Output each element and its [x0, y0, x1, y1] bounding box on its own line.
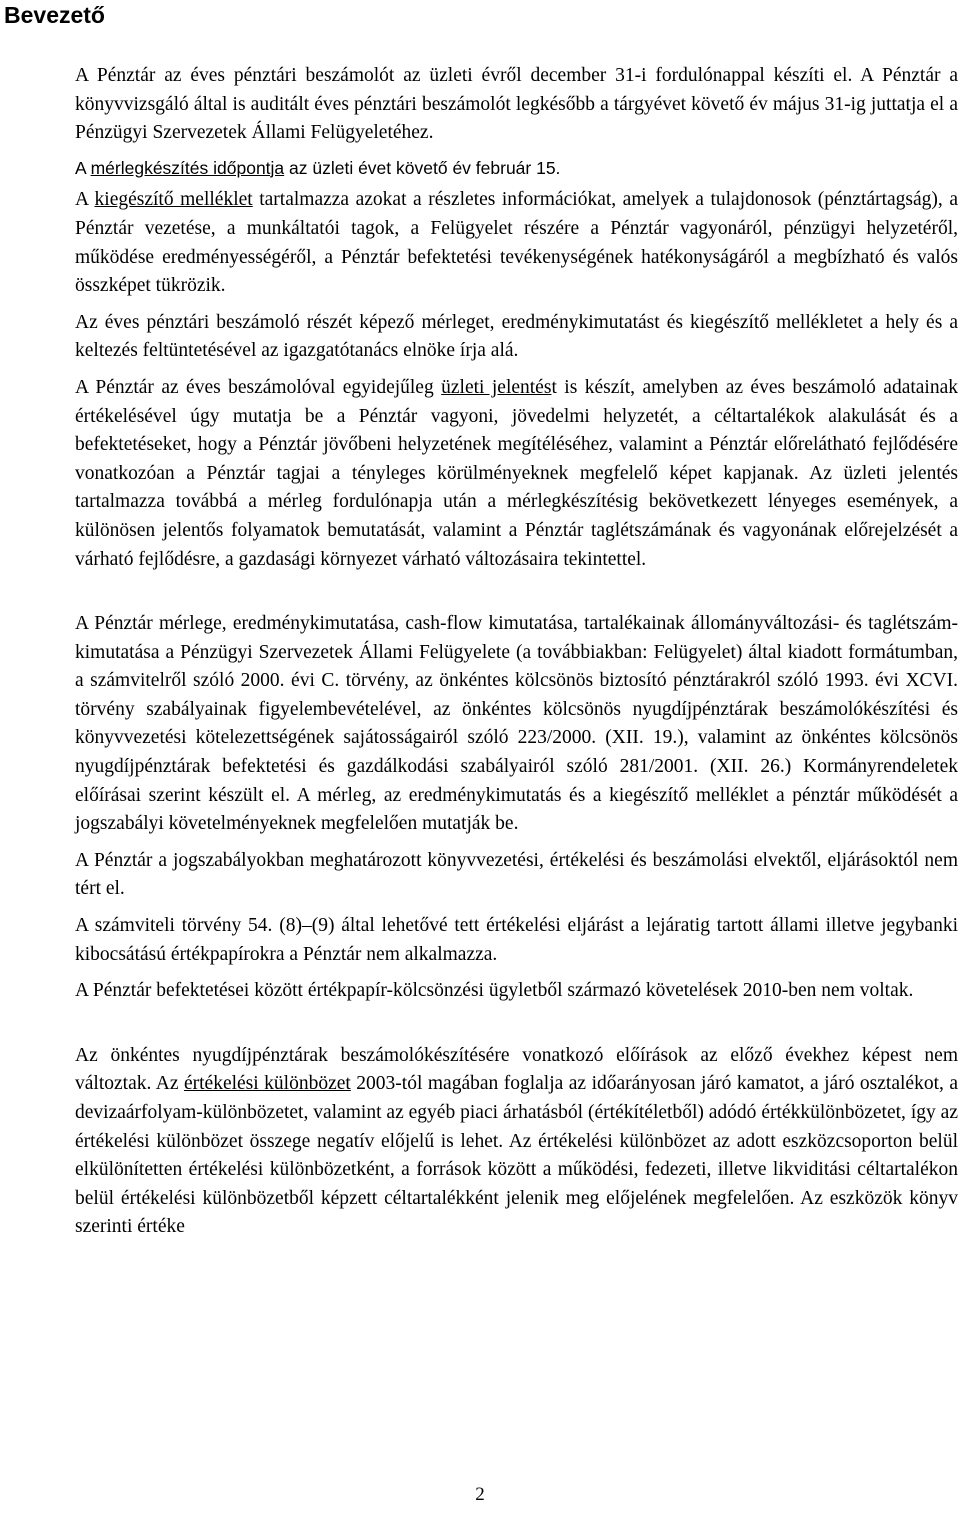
paragraph-principles: A Pénztár a jogszabályokban meghatározott könyvvezetési, értékelési és beszámolási elvektől, eljárásoktól nem tért el.: [75, 849, 958, 900]
page-number: 2: [475, 1484, 485, 1505]
paragraph-signature: Az éves pénztári beszámoló részét képező mérleget, eredménykimutatást és kiegészítő mellékletet a hely és a keltezés feltüntetésével az igazgatótanács elnöke írja alá.: [75, 311, 958, 362]
text: A: [75, 157, 91, 178]
paragraph-supplement: [75, 186, 958, 300]
text: Az önkéntes nyugdíjpénztárak beszámolókészítésére vonatkozó előírások az előző évekhez képest nem változtak. Az: [75, 1044, 958, 1095]
text: 2003-tól magában foglalja az időarányosan járó kamatot, a járó osztalékot, a devizaárfolyam-különbözetet, valamint az egyéb piaci árhatásból (értékítéletből) adódó értékkülönbözetet, így az értékelési különbözet összege negatív előjelű is lehet. Az értékelési különbözet az adott eszközcsoporton belül elkülönítetten értékelési különbözetként, a források között a működési, fedezeti, illetve likviditási céltartalékon belül értékelési különbözetből képzett céltartalékként jelenik meg előjelének megfelelően. Az eszközök könyv szerinti értéke: [75, 1073, 959, 1238]
section-heading: Bevezető: [4, 2, 105, 28]
paragraph-balance-date: [75, 154, 958, 183]
text: A Pénztár az éves beszámolóval egyidejűleg: [75, 376, 442, 398]
paragraph-valuation-difference: [75, 1042, 958, 1242]
underlined-term: kiegészítő melléklet: [94, 189, 253, 211]
paragraph-intro: A Pénztár az éves pénztári beszámolót az üzleti évről december 31-i fordulónappal készíti el. A Pénztár a könyvvizsgáló által is auditált éves pénztári beszámolót legkésőbb a tárgyévet követő év május 31-ig juttatja el a Pénzügyi Szervezetek Állami Felügyeletéhez.: [75, 65, 958, 144]
paragraph-securities-lending: A Pénztár befektetései között értékpapír-kölcsönzési ügyletből származó követelések 2010-ben nem voltak.: [75, 980, 914, 1002]
underlined-term: értékelési különbözet: [183, 1073, 351, 1095]
text: tartalmazza azokat a részletes információkat, amelyek a tulajdonosok (pénztártagság), a Pénztár vezetése, a munkáltatói tagok, a Felügyelet részére a Pénztár vagyonáról, pénzügyi helyzetéről, működése eredményességéről, a Pénztár befektetési tevékenységének hatékonyságáról a megbízható és valós összképet tükrözik.: [75, 189, 958, 297]
text: t is készít, amelyben az éves beszámoló adatainak értékelésével úgy mutatja be a Pénztár vagyoni, jövedelmi helyzetét, a céltartalékok alakulását és a befektetéseket, hogy a Pénztár jövőbeni helyzetének megítéléséhez, valamint a Pénztár előrelátható fejlődésére vonatkozóan a Pénztár tagjai a tényleges körülményeknek megfelelő képet kapjanak. Az üzleti jelentés tartalmazza továbbá a mérleg fordulónapja után a mérlegkészítésig bekövetkezett lényeges események, a különösen jelentős folyamatok bemutatását, valamint a Pénztár taglétszámának és vagyonának előrejelzését a várható fejlődésre, a gazdasági környezet várható változásaira tekintettel.: [75, 376, 959, 570]
paragraph-valuation: A számviteli törvény 54. (8)–(9) által lehetővé tett értékelési eljárást a lejáratig tartott állami illetve jegybanki kibocsátású értékpapírokra a Pénztár nem alkalmazza.: [75, 915, 958, 965]
underlined-term: mérlegkészítés időpontja: [90, 157, 285, 178]
text: A: [75, 189, 95, 211]
text: az üzleti évet követő év február 15.: [284, 157, 561, 178]
paragraph-regulations: A Pénztár mérlege, eredménykimutatása, cash-flow kimutatása, tartalékainak állományváltozási- és taglétszám-kimutatása a Pénzügyi Szervezetek Állami Felügyelete (a továbbiakban: Felügyelet) által kiadott formátumban, a számvitelről szóló 2000. évi C. törvény, az önkéntes kölcsönös biztosító pénztárakról szóló 1993. évi XCVI. törvény szabályainak figyelembevételével, az önkéntes kölcsönös nyugdíjpénztárak beszámolókészítési és könyvvezetési kötelezettségének sajátosságairól szóló 223/2000. (XII. 19.), valamint az önkéntes kölcsönös nyugdíjpénztárak befektetési és gazdálkodási szabályairól szóló 281/2001. (XII. 26.) Kormányrendeletek előírásai szerint készült el. A mérleg, az eredménykimutatás és a kiegészítő melléklet a pénztár működését a jogszabályi követelményeknek megfelelően mutatják be.: [75, 613, 958, 835]
paragraph-business-report: [75, 374, 958, 574]
document-body: [75, 62, 958, 1242]
underlined-term: üzleti jelentés: [441, 376, 552, 398]
